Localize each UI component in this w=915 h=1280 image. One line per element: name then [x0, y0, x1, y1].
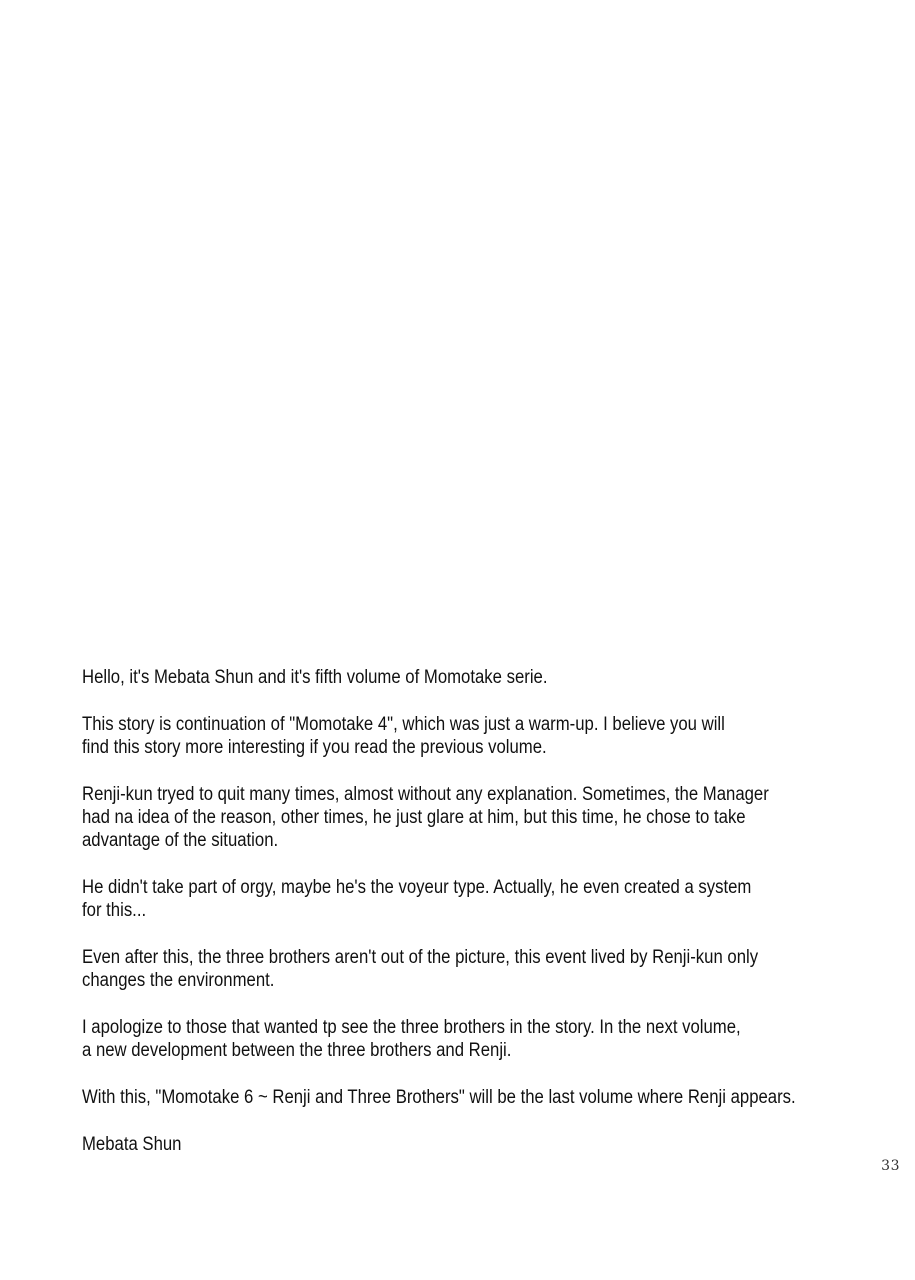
paragraph-renji-quit: Renji-kun tryed to quit many times, almost without any explanation. Sometimes, the Manager had na idea of the reason, other times, he just glare at him, but this time, he chose to take advantage of the situation. — [82, 784, 769, 851]
paragraph-environment: Even after this, the three brothers aren't out of the picture, this event lived by Renji-kun only changes the environment. — [82, 947, 759, 991]
paragraph-voyeur: He didn't take part of orgy, maybe he's the voyeur type. Actually, he even created a system for this... — [82, 877, 752, 921]
paragraph-last-volume: With this, "Momotake 6 ~ Renji and Three Brothers" will be the last volume where Renji appears. — [82, 1087, 796, 1108]
paragraph-apology: I apologize to those that wanted tp see the three brothers in the story. In the next volume, a new development between the three brothers and Renji. — [82, 1017, 741, 1061]
paragraph-continuation: This story is continuation of "Momotake 4", which was just a warm-up. I believe you will find this story more interesting if you read the previous volume. — [82, 714, 725, 758]
author-signature: Mebata Shun — [82, 1134, 182, 1155]
afterword-text — [82, 666, 882, 1156]
page-number: 33 — [881, 1158, 900, 1174]
paragraph-greeting: Hello, it's Mebata Shun and it's fifth volume of Momotake serie. — [82, 667, 548, 688]
